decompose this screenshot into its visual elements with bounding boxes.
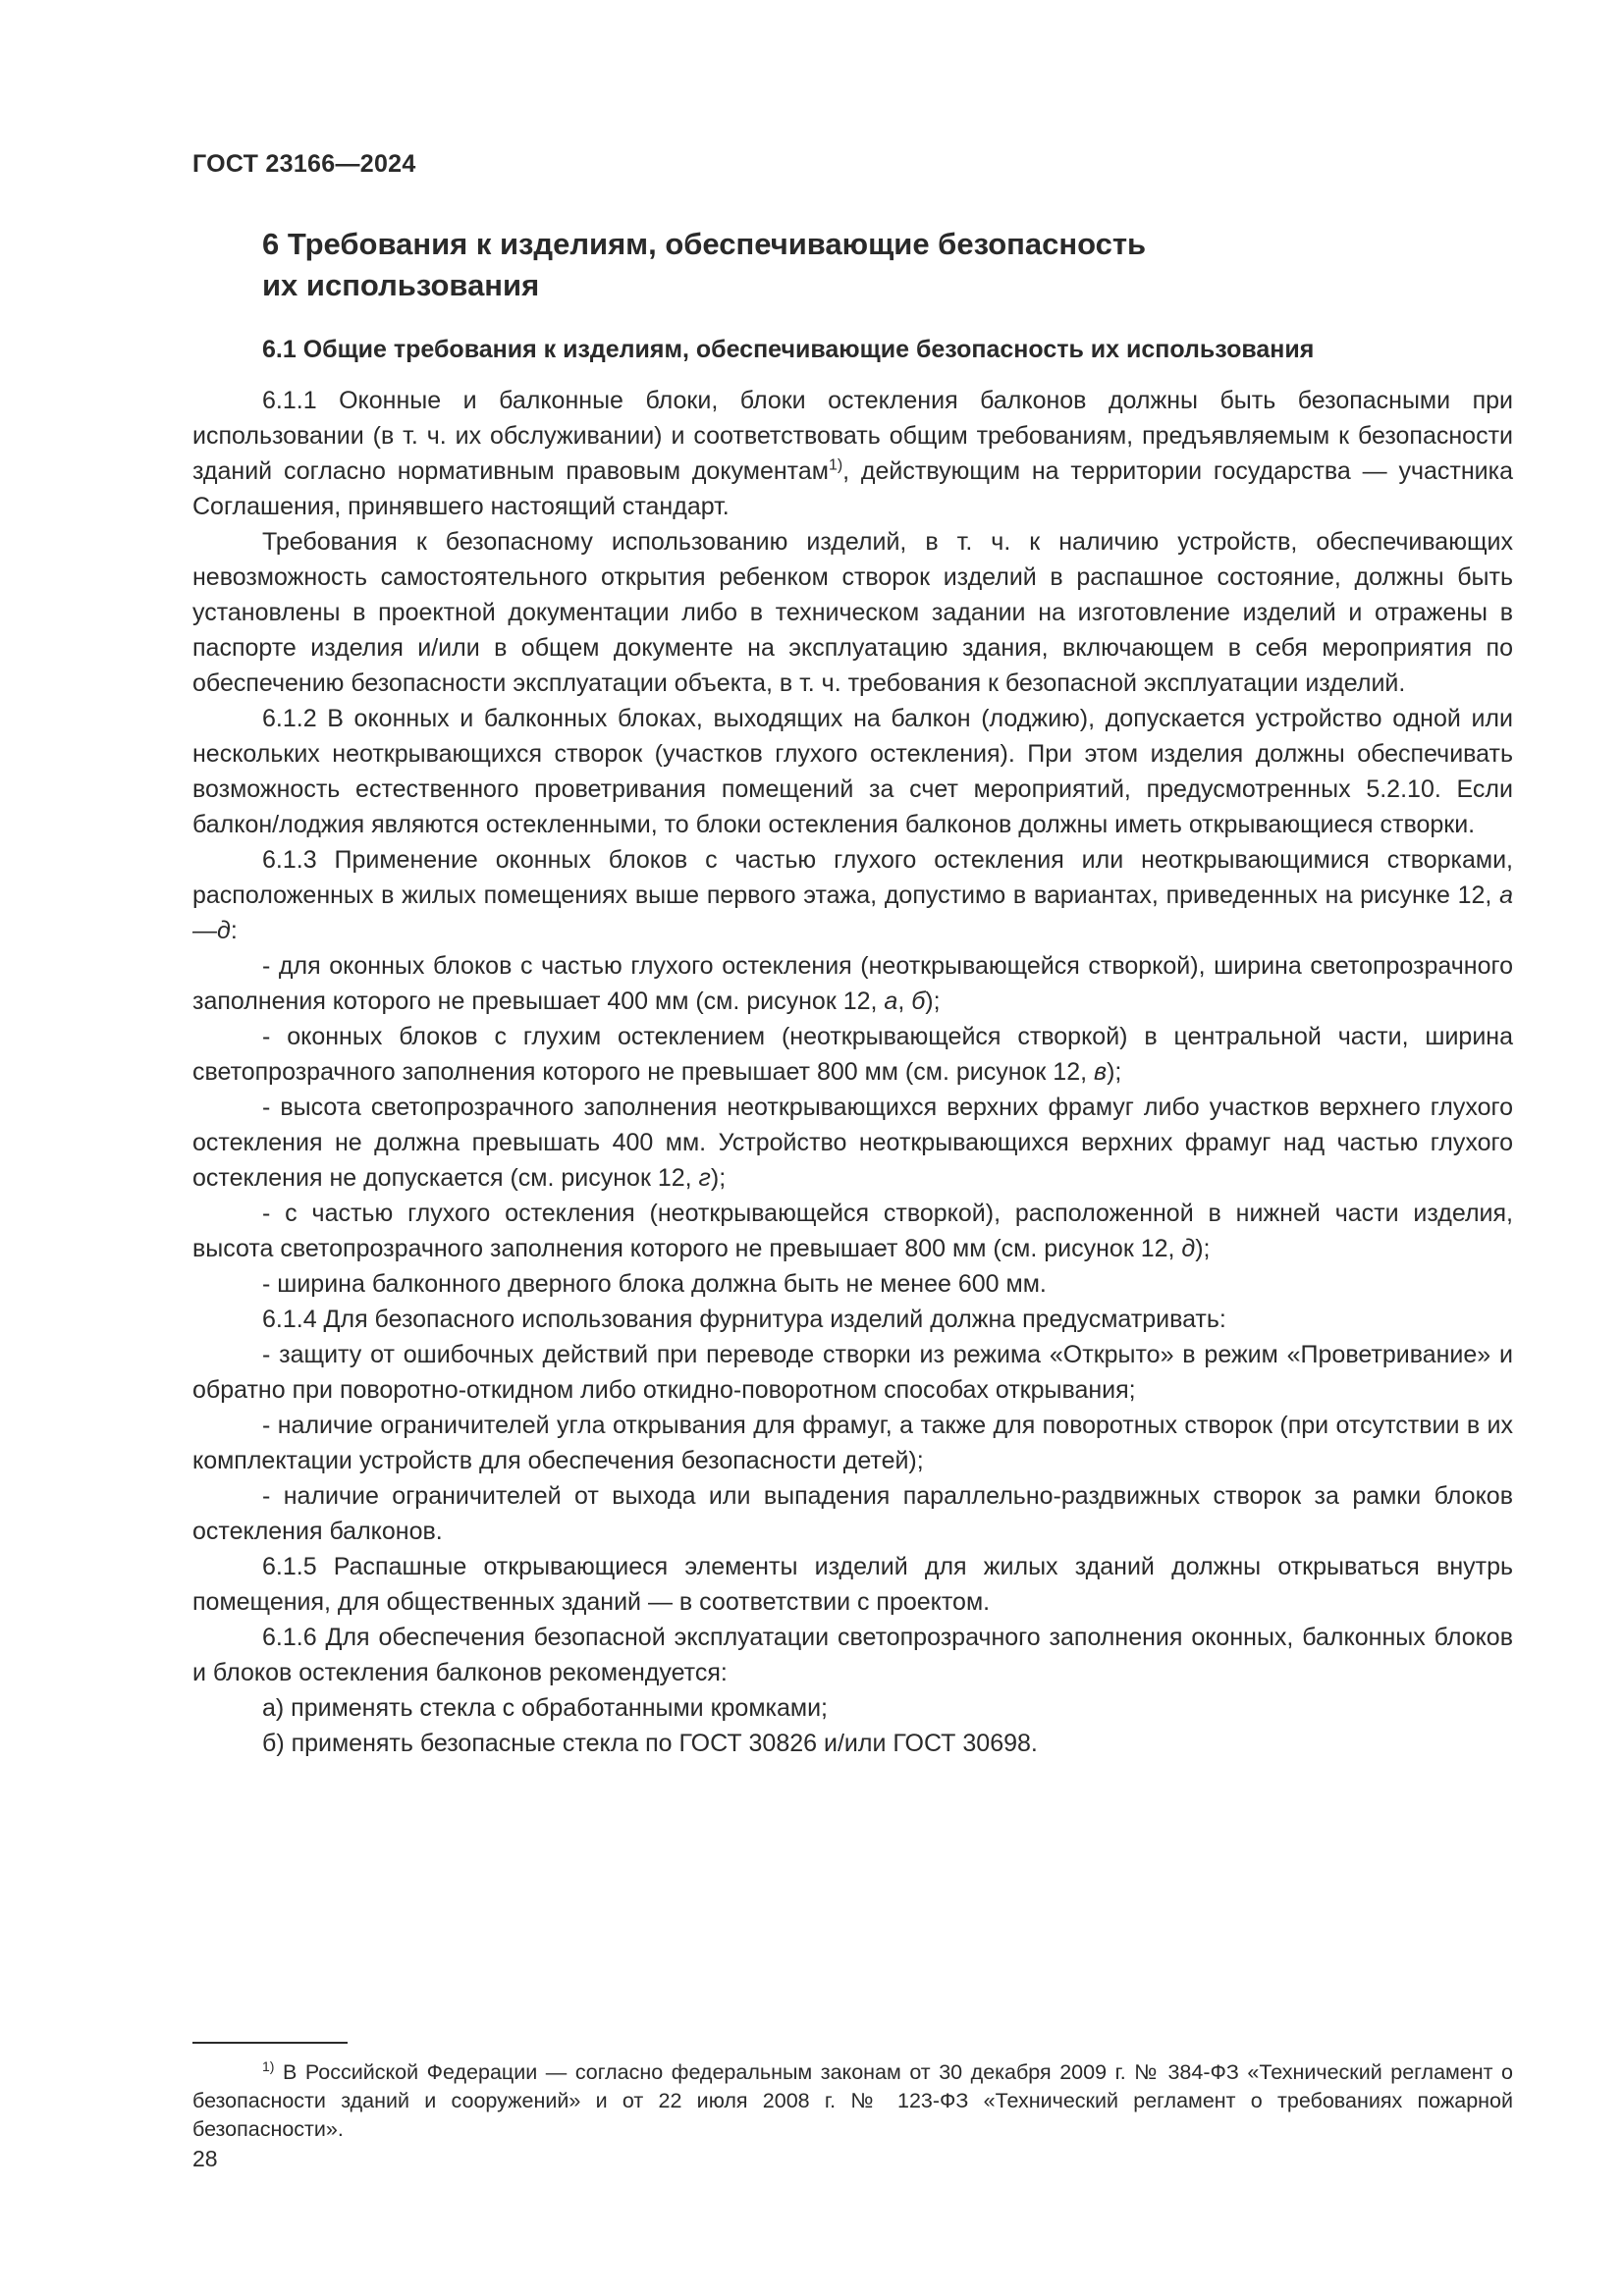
- paragraph-6-1-2: 6.1.2 В оконных и балконных блоках, выходящих на балкон (лоджию), допускается устройство одной или нескольких неоткрывающихся створок (участков глухого остекления). При этом изделия должны обеспечивать возможность естественного проветривания помещений за счет мероприятий, предусмотренных 5.2.10. Если балкон/лоджия являются остекленными, то блоки остекления балконов должны иметь открывающиеся створки.: [192, 705, 1513, 838]
- list-item: - высота светопрозрачного заполнения неоткрывающихся верхних фрамуг либо участков верхнего глухого остекления не должна превышать 400 мм. Устройство неоткрывающихся верхних фрамуг над частью глухого остекления не допускается (см. рисунок 12, г);: [192, 1094, 1513, 1192]
- list-item: - для оконных блоков с частью глухого остекления (неоткрывающейся створкой), ширина светопрозрачного заполнения которого не превышает 400 мм (см. рисунок 12, а, б);: [192, 952, 1513, 1015]
- paragraph-safety-requirements: Требования к безопасному использованию изделий, в т. ч. к наличию устройств, обеспечивающих невозможность самостоятельного открытия ребенком створок изделий в распашное состояние, должны быть установлены в проектной документации либо в техническом задании на изготовление изделий и отражены в паспорте изделия и/или в общем документе на эксплуатацию здания, включающем в себя мероприятия по обеспечению безопасности эксплуатации объекта, в т. ч. требования к безопасной эксплуатации изделий.: [192, 528, 1513, 697]
- footnote: $^{1)}$ В Российской Федерации — согласно федеральным законам от 30 декабря 2009 г. № 384-ФЗ «Технический регламент о безопасности зданий и сооружений» и от 22 июля 2008 г. № 123-ФЗ «Технический регламент о требованиях пожарной безопасности».: [192, 2057, 1513, 2141]
- paragraph-6-1-4: 6.1.4 Для безопасного использования фурнитура изделий должна предусматривать:: [262, 1306, 1226, 1333]
- subsection-title: 6.1 Общие требования к изделиям, обеспечивающие безопасность их использования: [262, 336, 1315, 363]
- list-item: - наличие ограничителей от выхода или выпадения параллельно-раздвижных створок за рамки блоков остекления балконов.: [192, 1482, 1513, 1545]
- footnote-divider: [192, 2042, 348, 2044]
- list-item: - защиту от ошибочных действий при переводе створки из режима «Открыто» в режим «Проветривание» и обратно при поворотно-откидном либо откидно-поворотном способах открывания;: [192, 1341, 1513, 1404]
- list-item-b: б) применять безопасные стекла по ГОСТ 30826 и/или ГОСТ 30698.: [262, 1730, 1038, 1757]
- list-item-a: а) применять стекла с обработанными кромками;: [262, 1694, 828, 1722]
- page-number: 28: [192, 2146, 218, 2171]
- list-item: - ширина балконного дверного блока должна быть не менее 600 мм.: [262, 1270, 1047, 1298]
- paragraph-6-1-1: 6.1.1 Оконные и балконные блоки, блоки остекления балконов должны быть безопасными при использовании (в т. ч. их обслуживании) и соответствовать общим требованиям, предъявляемым к безопасности зданий согласно нормативным правовым документам$^{1)}$, действующим на территории государства — участника Соглашения, принявшего настоящий стандарт.: [192, 387, 1513, 520]
- section-title: [262, 224, 1539, 306]
- paragraph-6-1-5: 6.1.5 Распашные открывающиеся элементы изделий для жилых зданий должны открываться внутрь помещения, для общественных зданий — в соответствии с проектом.: [192, 1553, 1513, 1616]
- section-title-line-1: 6 Требования к изделиям, обеспечивающие безопасность: [262, 227, 1147, 261]
- body-text: [192, 383, 1513, 1761]
- list-item: - наличие ограничителей угла открывания для фрамуг, а также для поворотных створок (при отсутствии в их комплектации устройств для обеспечения безопасности детей);: [192, 1412, 1513, 1474]
- paragraph-6-1-3: 6.1.3 Применение оконных блоков с частью глухого остекления или неоткрывающимися створками, расположенных в жилых помещениях выше первого этажа, допустимо в вариантах, приведенных на рисунке 12, а—д:: [192, 846, 1513, 944]
- paragraph-6-1-6: 6.1.6 Для обеспечения безопасной эксплуатации светопрозрачного заполнения оконных, балконных блоков и блоков остекления балконов рекомендуется:: [192, 1624, 1513, 1686]
- section-title-line-2: их использования: [262, 268, 540, 302]
- list-item: - оконных блоков с глухим остеклением (неоткрывающейся створкой) в центральной части, ширина светопрозрачного заполнения которого не превышает 800 мм (см. рисунок 12, в);: [192, 1023, 1513, 1086]
- footnote-ref: 1): [828, 456, 843, 474]
- footnote-marker: 1): [262, 2057, 275, 2074]
- document-code: ГОСТ 23166—2024: [192, 150, 416, 178]
- list-item: - с частью глухого остекления (неоткрывающейся створкой), расположенной в нижней части изделия, высота светопрозрачного заполнения которого не превышает 800 мм (см. рисунок 12, д);: [192, 1200, 1513, 1262]
